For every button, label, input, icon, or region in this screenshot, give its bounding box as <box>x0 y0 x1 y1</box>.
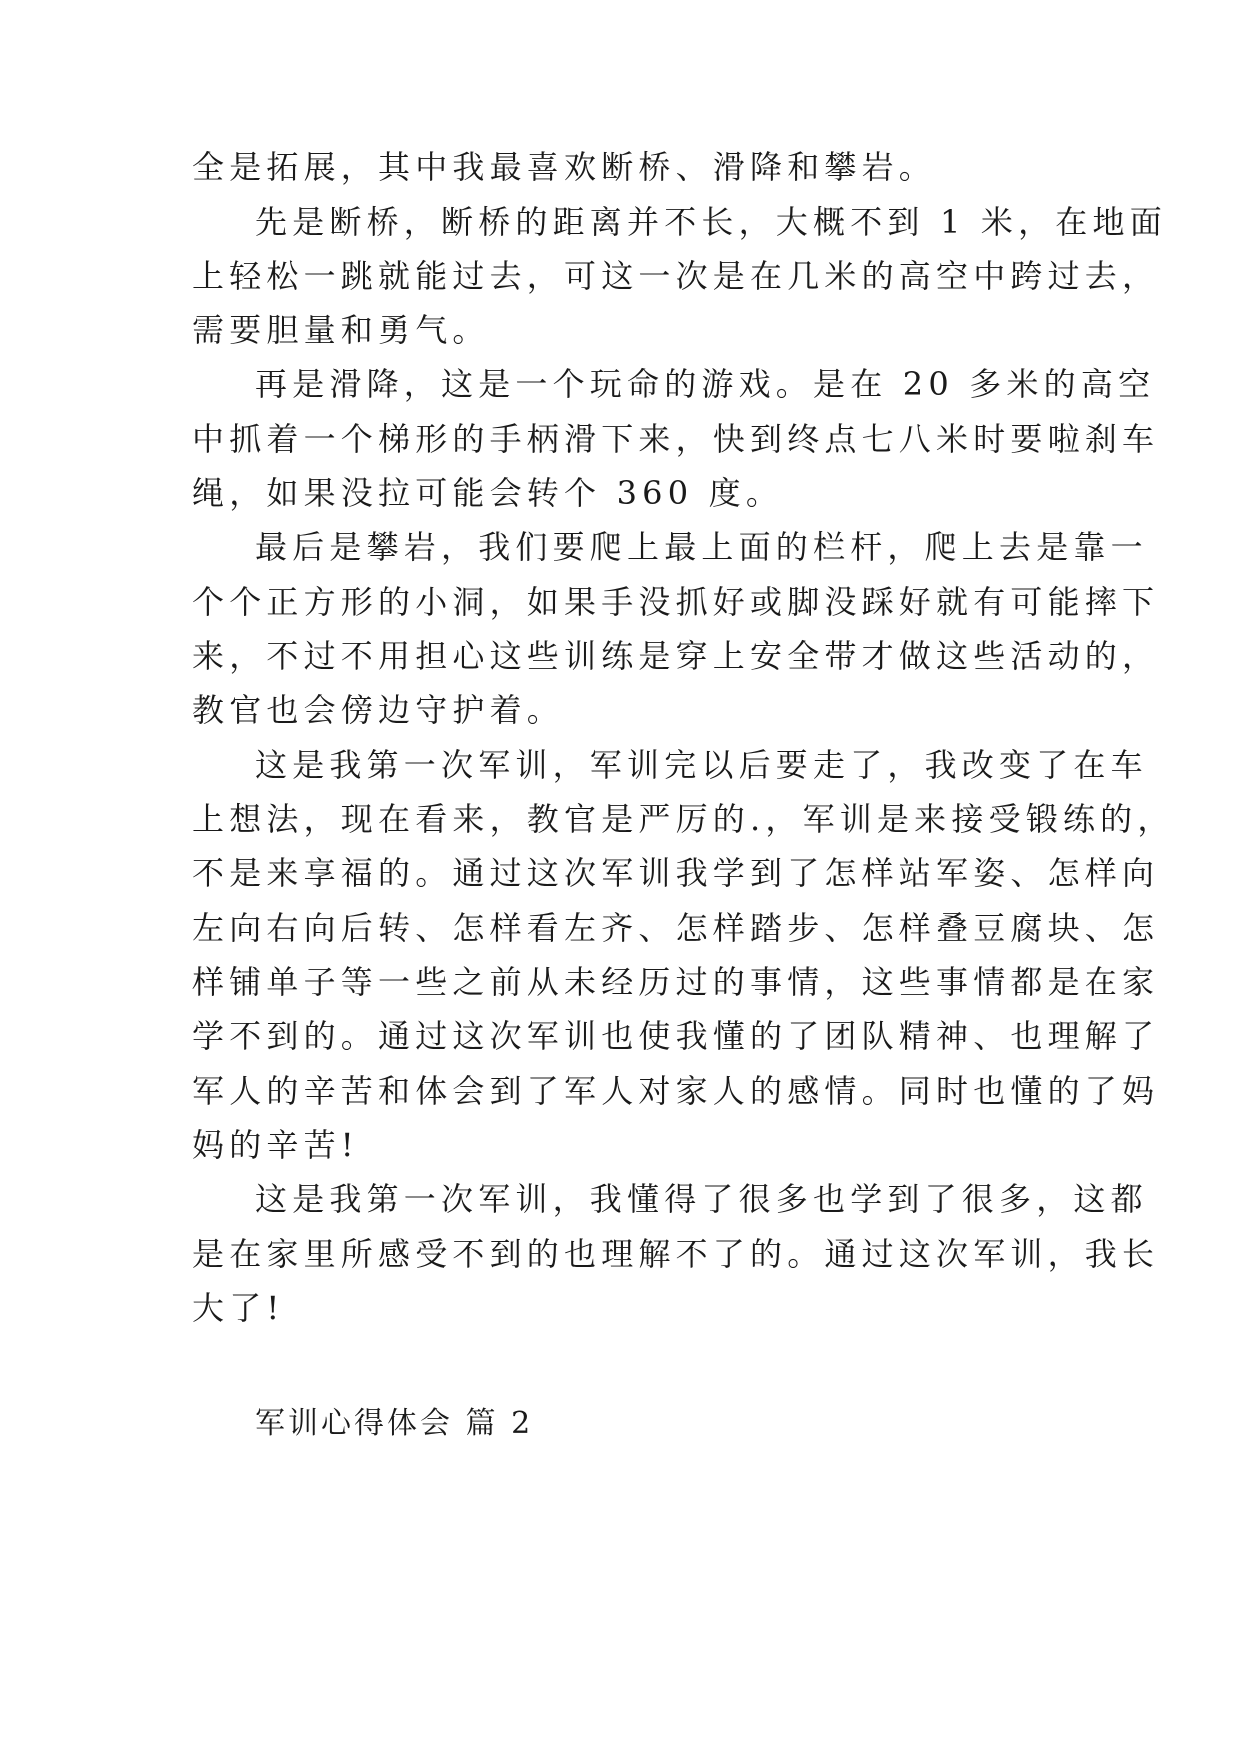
paragraph-line: 来，不过不用担心这些训练是穿上安全带才做这些活动的， <box>192 637 1160 675</box>
paragraph-line: 大了! <box>192 1289 285 1327</box>
paragraph-line: 左向右向后转、怎样看左齐、怎样踏步、怎样叠豆腐块、怎 <box>192 909 1160 947</box>
paragraph-line: 需要胆量和勇气。 <box>192 311 490 349</box>
section-heading: 军训心得体会 篇 2 <box>255 1406 534 1441</box>
paragraph-line: 军人的辛苦和体会到了军人对家人的感情。同时也懂的了妈 <box>192 1072 1160 1110</box>
paragraph-line: 是在家里所感受不到的也理解不了的。通过这次军训，我长 <box>192 1235 1160 1273</box>
paragraph-line: 上想法，现在看来，教官是严厉的.，军训是来接受锻练的， <box>192 800 1175 838</box>
paragraph-line: 妈的辛苦! <box>192 1126 359 1164</box>
paragraph-line: 个个正方形的小洞，如果手没抓好或脚没踩好就有可能摔下 <box>192 583 1160 621</box>
paragraph-line: 样铺单子等一些之前从未经历过的事情，这些事情都是在家 <box>192 963 1160 1001</box>
paragraph-line: 不是来享福的。通过这次军训我学到了怎样站军姿、怎样向 <box>192 854 1160 892</box>
paragraph-line: 这是我第一次军训，我懂得了很多也学到了很多，这都 <box>255 1180 1148 1218</box>
paragraph-line: 教官也会傍边守护着。 <box>192 691 565 729</box>
paragraph-line: 再是滑降，这是一个玩命的游戏。是在 20 多米的高空 <box>255 365 1156 403</box>
paragraph-line: 最后是攀岩，我们要爬上最上面的栏杆，爬上去是靠一 <box>255 528 1148 566</box>
paragraph-line: 这是我第一次军训，军训完以后要走了，我改变了在车 <box>255 746 1148 784</box>
paragraph-line: 绳，如果没拉可能会转个 360 度。 <box>192 474 784 512</box>
paragraph-line: 学不到的。通过这次军训也使我懂的了团队精神、也理解了 <box>192 1017 1160 1055</box>
paragraph-line: 中抓着一个梯形的手柄滑下来，快到终点七八米时要啦刹车 <box>192 420 1160 458</box>
paragraph-line: 先是断桥，断桥的距离并不长，大概不到 1 米，在地面 <box>255 203 1167 241</box>
paragraph-line: 上轻松一跳就能过去，可这一次是在几米的高空中跨过去， <box>192 257 1160 295</box>
paragraph-line: 全是拓展，其中我最喜欢断桥、滑降和攀岩。 <box>192 148 937 186</box>
